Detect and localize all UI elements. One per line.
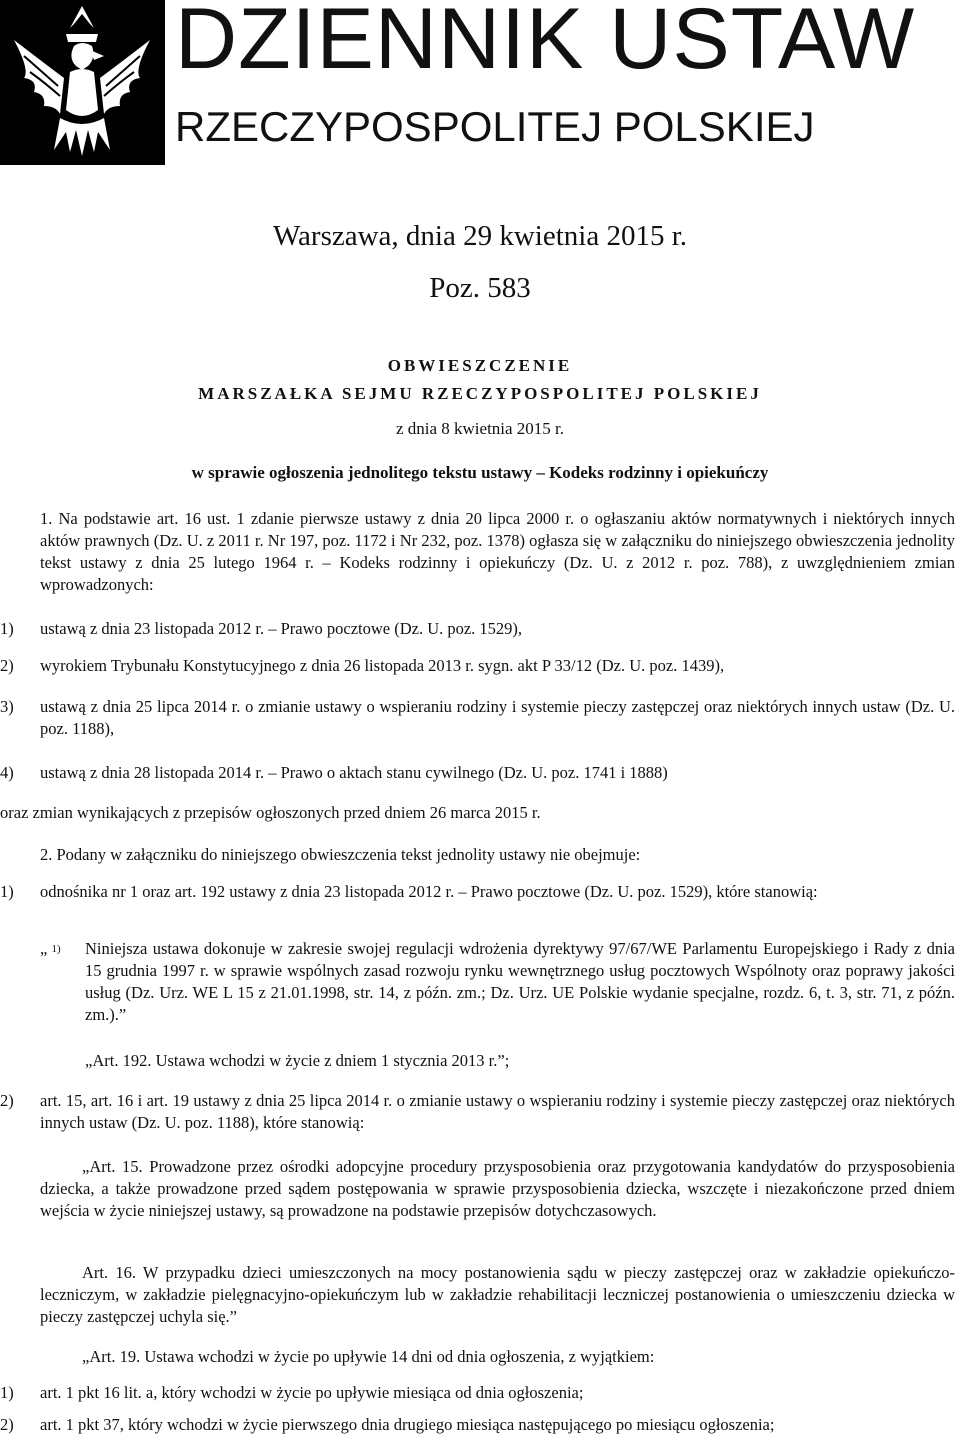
paragraph-1: 1. Na podstawie art. 16 ust. 1 zdanie pierwsze ustawy z dnia 20 lipca 2000 r. o ogłaszaniu aktów normatywnych i niektórych innych aktów prawnych (Dz. U. z 2011 r. Nr 197, poz. 1172 i Nr 232, poz. 1378) ogłasza się w załączniku do niniejszego obwieszczenia jednolity tekst ustawy z dnia 25 lutego 1964 r. – Kodeks rodzinny i opiekuńczy (Dz. U. z 2012 r. poz. 788), z uwzględnieniem zmian wprowadzonych: <box>40 509 955 594</box>
list-text: ustawą z dnia 28 listopada 2014 r. – Prawo o aktach stanu cywilnego (Dz. U. poz. 1741 i 1888) <box>40 763 668 782</box>
list-number: 4) <box>0 763 14 782</box>
announcement-heading: OBWIESZCZENIE <box>387 356 573 375</box>
journal-title: DZIENNIK USTAW <box>175 0 916 87</box>
list-text: wyrokiem Trybunału Konstytucyjnego z dnia 26 listopada 2013 r. sygn. akt P 33/12 (Dz. U. poz. 1439), <box>40 656 725 675</box>
polish-eagle-emblem <box>0 0 165 165</box>
list-number: 2) <box>0 1091 14 1110</box>
list-number: 2) <box>0 656 14 675</box>
journal-subtitle: RZECZYPOSPOLITEJ POLSKIEJ <box>175 103 815 150</box>
announcement-date: z dnia 8 kwietnia 2015 r. <box>395 419 565 438</box>
footnote-marker: „ $^{1)}$ <box>40 939 61 958</box>
quoted-article-19: „Art. 19. Ustawa wchodzi w życie po upływie 14 dni od dnia ogłoszenia, z wyjątkiem: <box>82 1347 655 1366</box>
list-text: ustawą z dnia 25 lipca 2014 r. o zmianie ustawy o wspieraniu rodziny i systemie pieczy zastępczej oraz niektórych innych ustaw (Dz. U. poz. 1188), <box>40 697 955 738</box>
quoted-article-192: „Art. 192. Ustawa wchodzi w życie z dniem 1 stycznia 2013 r.”; <box>85 1051 510 1070</box>
list-number: 1) <box>0 882 14 901</box>
list-text: art. 15, art. 16 i art. 19 ustawy z dnia 25 lipca 2014 r. o zmianie ustawy o wspieraniu rodziny i systemie pieczy zastępczej oraz niektórych innych ustaw (Dz. U. poz. 1188), które stanowią: <box>40 1091 955 1132</box>
paragraph-1-end: oraz zmian wynikających z przepisów ogłoszonych przed dniem 26 marca 2015 r. <box>0 803 541 822</box>
list-text: art. 1 pkt 37, który wchodzi w życie pierwszego dnia drugiego miesiąca następującego po miesiącu ogłoszenia; <box>40 1415 775 1434</box>
list-text: ustawą z dnia 23 listopada 2012 r. – Prawo pocztowe (Dz. U. poz. 1529), <box>40 619 523 638</box>
list-number: 2) <box>0 1415 14 1434</box>
list-text: odnośnika nr 1 oraz art. 192 ustawy z dnia 23 listopada 2012 r. – Prawo pocztowe (Dz. U. poz. 1529), które stanowią: <box>40 882 818 901</box>
list-number: 1) <box>0 1383 14 1402</box>
list-number: 3) <box>0 697 14 716</box>
quoted-article-16: Art. 16. W przypadku dzieci umieszczonych na mocy postanowienia sądu w pieczy zastępczej oraz w zakładzie opiekuńczo-leczniczym, w zakładzie pielęgnacyjno-opiekuńczym lub w zakładzie rehabilitacji leczniczej postanowienia o umieszczeniu dziecka w pieczy zastępczej uchyla się.” <box>40 1263 955 1326</box>
announcement-subject: w sprawie ogłoszenia jednolitego tekstu ustawy – Kodeks rodzinny i opiekuńczy <box>191 463 769 482</box>
footnote-text: Niniejsza ustawa dokonuje w zakresie swojej regulacji wdrożenia dyrektywy 97/67/WE Parlamentu Europejskiego i Rady z dnia 15 grudnia 1997 r. w sprawie wspólnych zasad rozwoju rynku wewnętrznego usług pocztowych Wspólnoty oraz poprawy jakości usług (Dz. Urz. WE L 15 z 21.01.1998, str. 14, z późn. zm.; Dz. Urz. UE Polskie wydanie specjalne, rozdz. 6, t. 3, str. 71, z późn. zm.).” <box>85 939 955 1024</box>
list-text: art. 1 pkt 16 lit. a, który wchodzi w życie po upływie miesiąca od dnia ogłoszenia; <box>40 1383 584 1402</box>
paragraph-2: 2. Podany w załączniku do niniejszego obwieszczenia tekst jednolity ustawy nie obejmuje: <box>40 845 641 864</box>
announcement-issuer: MARSZAŁKA SEJMU RZECZYPOSPOLITEJ POLSKIEJ <box>198 384 762 403</box>
position-number: Poz. 583 <box>429 272 531 304</box>
quoted-article-15: „Art. 15. Prowadzone przez ośrodki adopcyjne procedury przysposobienia oraz przygotowania kandydatów do przysposobienia dziecka, a także prowadzone przed sądem postępowania w sprawie przysposobienia dziecka, wszczęte i niezakończone przed dniem wejścia w życie niniejszej ustawy, są prowadzone na podstawie przepisów dotychczasowych. <box>40 1157 955 1220</box>
issue-date: Warszawa, dnia 29 kwietnia 2015 r. <box>272 220 687 252</box>
list-number: 1) <box>0 619 14 638</box>
